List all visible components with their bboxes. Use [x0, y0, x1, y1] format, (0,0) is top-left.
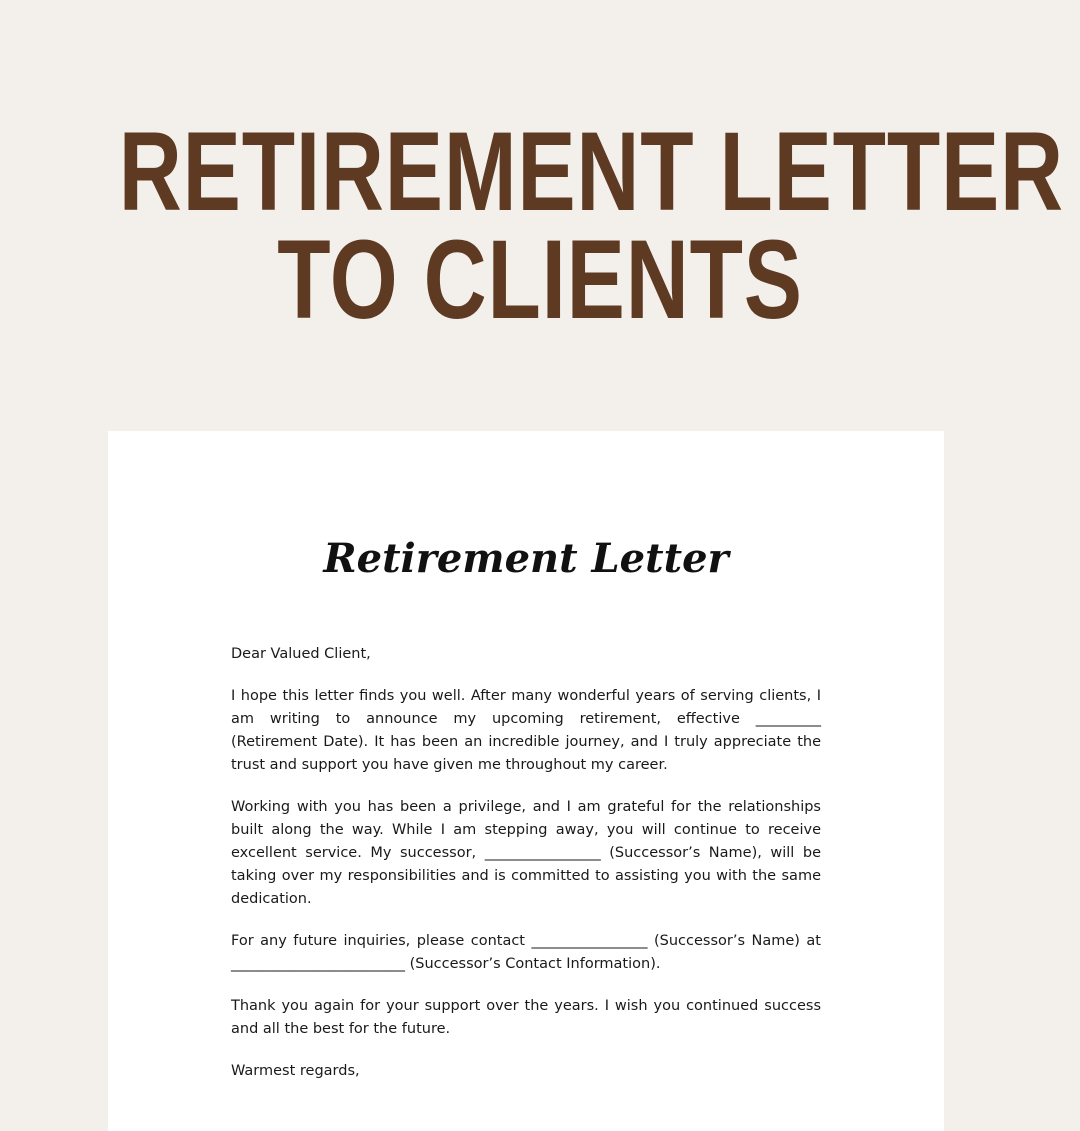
- page-headline: [118, 109, 1064, 342]
- letter-paragraph: Thank you again for your support over the years. I wish you continued success and all the best for the future.: [231, 998, 821, 1037]
- letter-title: Retirement Letter: [323, 535, 729, 582]
- letter-body: [231, 643, 821, 1102]
- headline-line-1: RETIREMENT LETTER: [118, 109, 1064, 234]
- letter-sheet: [108, 431, 944, 1131]
- letter-closing: Warmest regards,: [231, 1063, 360, 1079]
- letter-salutation: Dear Valued Client,: [231, 646, 371, 662]
- headline-line-2: TO CLIENTS: [277, 217, 803, 342]
- letter-paragraph: I hope this letter finds you well. After many wonderful years of serving clients, I am writing to announce my upcoming retirement, effective _________ (Retirement Date). It has been an incredible journey, and I truly appreciate the trust and support you have given me throughout my career.: [231, 688, 821, 773]
- letter-paragraph: Working with you has been a privilege, and I am grateful for the relationships built along the way. While I am stepping away, you will continue to receive excellent service. My successor, ________________ (Successor’s Name), will be taking over my responsibilities and is committed to assisting you with the same dedication.: [231, 799, 821, 907]
- letter-paragraph: For any future inquiries, please contact ________________ (Successor’s Name) at ________________________ (Successor’s Contact Information).: [231, 933, 821, 972]
